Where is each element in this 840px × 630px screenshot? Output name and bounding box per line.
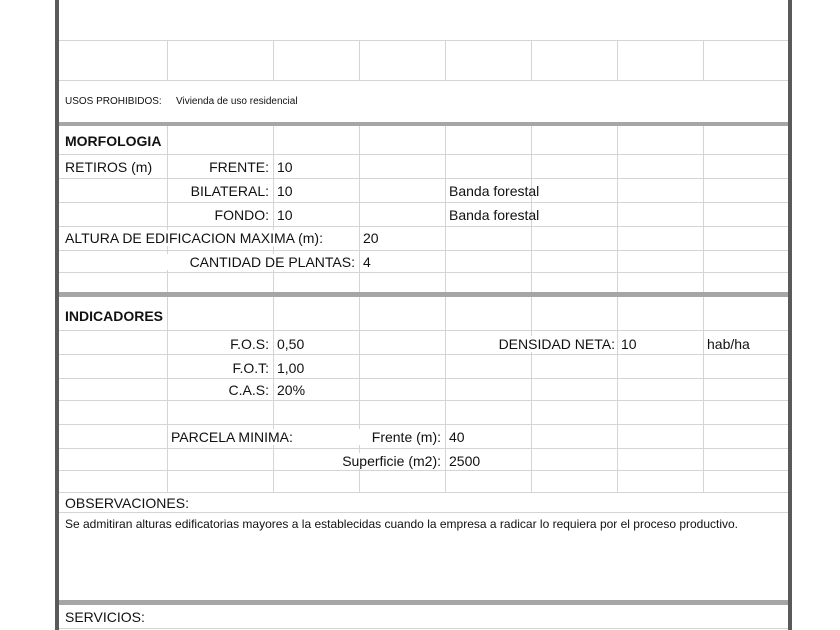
grid-line <box>59 470 788 471</box>
bilateral-note: Banda forestal <box>449 183 540 199</box>
grid-line <box>703 40 704 80</box>
parcela-frente-label: Frente (m): <box>349 429 441 445</box>
observaciones-text: Se admitiran alturas edificatorias mayores a la establecidas cuando la empresa a radicar lo requiera por el proceso productivo. <box>65 517 739 531</box>
plantas-label: CANTIDAD DE PLANTAS: <box>149 254 355 270</box>
superficie-value: 2500 <box>449 453 481 469</box>
plantas-value: 4 <box>363 254 371 270</box>
densidad-unit: hab/ha <box>707 336 750 352</box>
observaciones-heading: OBSERVACIONES: <box>65 495 189 511</box>
grid-line <box>273 40 274 80</box>
bilateral-label: BILATERAL: <box>190 183 269 199</box>
grid-line <box>273 297 274 492</box>
grid-line <box>445 40 446 80</box>
grid-line <box>59 272 788 273</box>
grid-line <box>531 297 532 492</box>
grid-line <box>59 378 788 379</box>
altura-value: 20 <box>363 230 379 246</box>
grid-line <box>59 154 788 155</box>
densidad-label: DENSIDAD NETA: <box>459 336 615 352</box>
grid-line <box>703 126 704 292</box>
fondo-label: FONDO: <box>214 207 269 223</box>
spreadsheet-page <box>55 0 792 630</box>
grid-line <box>59 492 788 493</box>
fos-value: 0,50 <box>277 336 305 352</box>
superficie-label: Superficie (m2): <box>319 453 441 469</box>
usos-prohibidos-value: Vivienda de uso residencial <box>176 96 298 107</box>
usos-prohibidos-label: USOS PROHIBIDOS: <box>65 96 162 107</box>
grid-line <box>617 126 618 292</box>
grid-line <box>617 40 618 80</box>
frente-value: 10 <box>277 159 293 175</box>
servicios-heading: SERVICIOS: <box>65 609 145 625</box>
grid-line <box>617 297 618 492</box>
grid-line <box>59 448 788 449</box>
grid-line <box>167 40 168 80</box>
grid-line <box>59 354 788 355</box>
cas-label: C.A.S: <box>228 382 269 398</box>
parcela-label: PARCELA MINIMA: <box>171 429 293 445</box>
morfologia-heading: MORFOLOGIA <box>65 133 162 149</box>
grid-line <box>59 330 788 331</box>
grid-line <box>445 297 446 492</box>
grid-line <box>59 628 788 629</box>
section-separator <box>59 600 788 605</box>
grid-line <box>59 512 788 513</box>
grid-line <box>703 297 704 492</box>
frente-label: FRENTE: <box>209 159 269 175</box>
bilateral-value: 10 <box>277 183 293 199</box>
fos-label: F.O.S: <box>230 336 269 352</box>
grid-line <box>59 424 788 425</box>
grid-line <box>359 126 360 292</box>
grid-line <box>167 297 168 492</box>
grid-line <box>59 226 788 227</box>
grid-line <box>359 40 360 80</box>
cas-value: 20% <box>277 382 306 398</box>
grid-line <box>445 126 446 292</box>
retiros-label: RETIROS (m) <box>65 159 153 175</box>
grid-line <box>59 80 788 81</box>
altura-label: ALTURA DE EDIFICACION MAXIMA (m): <box>65 230 323 246</box>
grid-line <box>59 400 788 401</box>
fondo-value: 10 <box>277 207 293 223</box>
densidad-value: 10 <box>621 336 637 352</box>
fondo-note: Banda forestal <box>449 207 540 223</box>
grid-line <box>59 178 788 179</box>
grid-line <box>59 202 788 203</box>
section-separator <box>59 122 788 126</box>
grid-line <box>59 250 788 251</box>
section-separator <box>59 292 788 297</box>
grid-line <box>59 40 788 41</box>
parcela-frente-value: 40 <box>449 429 465 445</box>
fot-value: 1,00 <box>277 360 305 376</box>
fot-label: F.O.T: <box>232 360 269 376</box>
indicadores-heading: INDICADORES <box>65 308 164 324</box>
grid-line <box>531 40 532 80</box>
